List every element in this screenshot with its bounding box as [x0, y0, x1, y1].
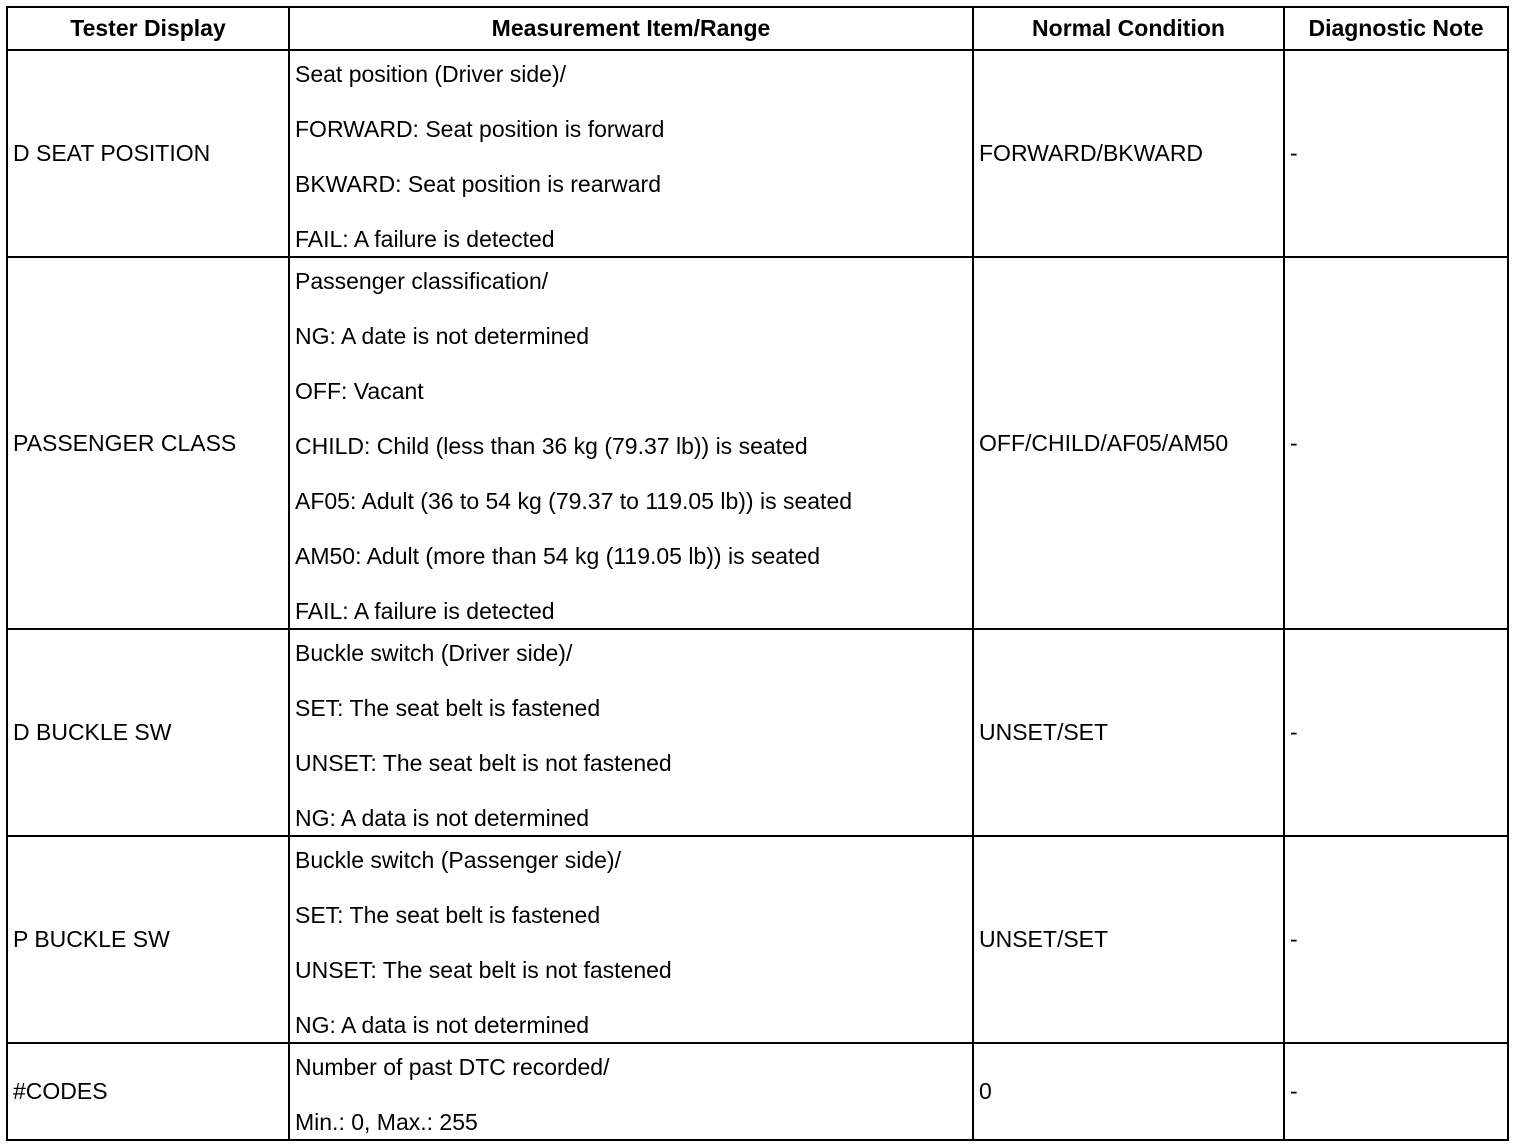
table-row: [7, 257, 1508, 629]
normal-condition-cell: FORWARD/BKWARD: [973, 50, 1284, 257]
tester-display-cell: P BUCKLE SW: [7, 836, 289, 1043]
measurement-line: Number of past DTC recorded/: [295, 1053, 610, 1080]
measurement-cell: [289, 1043, 973, 1140]
measurement-line: AF05: Adult (36 to 54 kg (79.37 to 119.05 lb)) is seated: [295, 487, 853, 514]
measurement-line: Seat position (Driver side)/: [295, 60, 566, 87]
table-row: [7, 50, 1508, 257]
measurement-line: SET: The seat belt is fastened: [295, 901, 601, 928]
diagnostic-note-cell: -: [1284, 1043, 1508, 1140]
measurement-cell: [289, 836, 973, 1043]
measurement-line: NG: A data is not determined: [295, 1011, 590, 1038]
normal-condition-cell: OFF/CHILD/AF05/AM50: [973, 257, 1284, 629]
measurement-line: FAIL: A failure is detected: [295, 597, 555, 624]
diagnostic-data-table: [6, 6, 1509, 1141]
measurement-line: UNSET: The seat belt is not fastened: [295, 956, 672, 983]
measurement-line: BKWARD: Seat position is rearward: [295, 170, 662, 197]
tester-display-cell: D BUCKLE SW: [7, 629, 289, 836]
measurement-line: OFF: Vacant: [295, 377, 424, 404]
diagnostic-note-cell: -: [1284, 629, 1508, 836]
measurement-line: FAIL: A failure is detected: [295, 225, 555, 252]
table-row: [7, 1043, 1508, 1140]
header-diagnostic-note: Diagnostic Note: [1284, 7, 1508, 50]
header-row: [7, 7, 1508, 50]
measurement-cell: [289, 629, 973, 836]
header-tester-display: Tester Display: [7, 7, 289, 50]
measurement-line: CHILD: Child (less than 36 kg (79.37 lb)) is seated: [295, 432, 808, 459]
table-row: [7, 629, 1508, 836]
measurement-cell: [289, 50, 973, 257]
measurement-line: SET: The seat belt is fastened: [295, 694, 601, 721]
measurement-line: UNSET: The seat belt is not fastened: [295, 749, 672, 776]
table-row: [7, 836, 1508, 1043]
diagnostic-note-cell: -: [1284, 257, 1508, 629]
normal-condition-cell: 0: [973, 1043, 1284, 1140]
normal-condition-cell: UNSET/SET: [973, 836, 1284, 1043]
tester-display-cell: PASSENGER CLASS: [7, 257, 289, 629]
diagnostic-note-cell: -: [1284, 50, 1508, 257]
measurement-line: NG: A data is not determined: [295, 804, 590, 831]
measurement-line: Buckle switch (Passenger side)/: [295, 846, 621, 873]
normal-condition-cell: UNSET/SET: [973, 629, 1284, 836]
tester-display-cell: D SEAT POSITION: [7, 50, 289, 257]
measurement-line: Passenger classification/: [295, 267, 549, 294]
measurement-line: FORWARD: Seat position is forward: [295, 115, 665, 142]
measurement-line: Buckle switch (Driver side)/: [295, 639, 573, 666]
header-normal-condition: Normal Condition: [973, 7, 1284, 50]
measurement-cell: [289, 257, 973, 629]
diagnostic-note-cell: -: [1284, 836, 1508, 1043]
measurement-line: Min.: 0, Max.: 255: [295, 1108, 478, 1135]
header-measurement-item-range: Measurement Item/Range: [289, 7, 973, 50]
tester-display-cell: #CODES: [7, 1043, 289, 1140]
measurement-line: NG: A date is not determined: [295, 322, 590, 349]
measurement-line: AM50: Adult (more than 54 kg (119.05 lb)) is seated: [295, 542, 821, 569]
